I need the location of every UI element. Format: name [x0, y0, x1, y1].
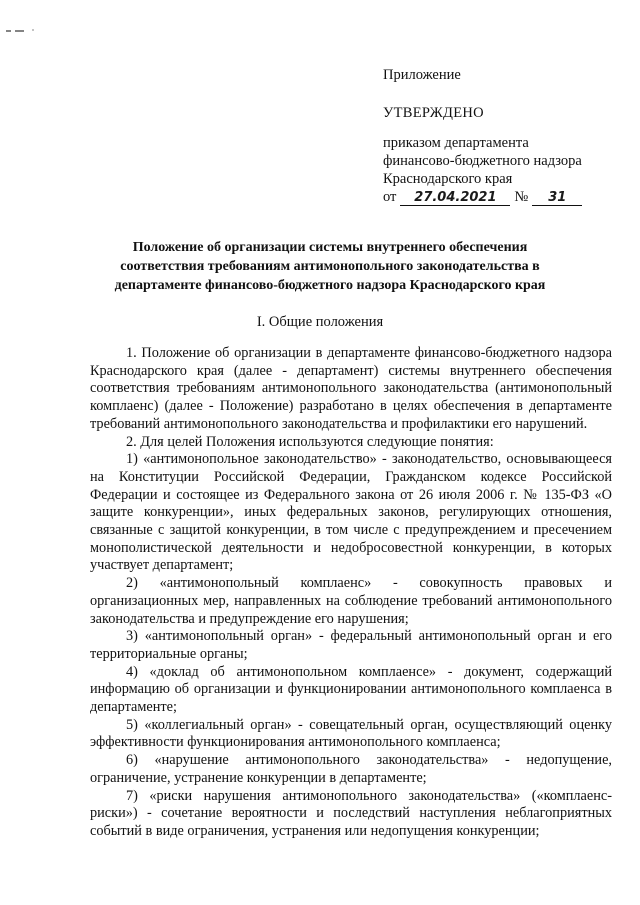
- order-date-line: [383, 188, 623, 206]
- handwritten-date: 27.04.2021: [400, 190, 510, 206]
- title-line: соответствия требованиям антимонопольного законодательства в: [120, 259, 540, 274]
- scan-marks: [6, 28, 36, 34]
- paragraph-1: 1. Положение об организации в департаменте финансово-бюджетного надзора Краснодарского края (далее - департамент) системы внутреннего обеспечения соответствия требованиям антимонопольного законодательства (антимонопольный комплаенс) (далее - Положение) разработано в целях обеспечения в департаменте требований антимонопольного законодательства и профилактики его нарушений.: [90, 345, 612, 432]
- appendix-label: Приложение: [383, 67, 461, 83]
- definition-6: 6) «нарушение антимонопольного законодательства» - недопущение, ограничение, устранение конкуренции в департаменте;: [90, 752, 612, 786]
- date-prefix: от: [383, 189, 397, 205]
- approval-block: [383, 66, 623, 206]
- document-body: [90, 345, 612, 841]
- number-label: №: [514, 189, 529, 205]
- order-line-2: финансово-бюджетного надзора: [383, 153, 582, 169]
- definition-2: 2) «антимонопольный комплаенс» - совокупность правовых и организационных мер, направленных на соблюдение требований антимонопольного законодательства и предупреждение его нарушения;: [90, 575, 612, 627]
- handwritten-number: 31: [532, 190, 582, 206]
- document-title: [95, 238, 565, 295]
- definition-4: 4) «доклад об антимонопольном комплаенсе» - документ, содержащий информацию об организации и функционировании антимонопольного комплаенса в департаменте;: [90, 663, 612, 716]
- section-heading: I. Общие положения: [256, 314, 384, 330]
- approved-stamp-text: УТВЕРЖДЕНО: [383, 105, 484, 121]
- order-line-1: приказом департамента: [383, 135, 529, 151]
- title-line: департаменте финансово-бюджетного надзора Краснодарского края: [114, 278, 546, 293]
- definition-3: 3) «антимонопольный орган» - федеральный антимонопольный орган и его территориальные органы;: [90, 628, 612, 662]
- order-line-3: Краснодарского края: [383, 171, 513, 187]
- paragraph-2: 2. Для целей Положения используются следующие понятия:: [126, 433, 494, 450]
- definition-5: 5) «коллегиальный орган» - совещательный орган, осуществляющий оценку эффективности функционирования антимонопольного комплаенса;: [90, 716, 612, 751]
- definition-7: 7) «риски нарушения антимонопольного законодательства» («комплаенс-риски») - сочетание вероятности и последствий наступления неблагоприятных событий в виде ограничения, устранения или недопущения конкуренции;: [90, 787, 612, 839]
- title-line: Положение об организации системы внутреннего обеспечения: [132, 240, 528, 255]
- definition-1: 1) «антимонопольное законодательство» - законодательство, основывающееся на Конституции Российской Федерации, Гражданском кодексе Российской Федерации и состоящее из Федерального закона от 26 июля 2006 г. № 135-ФЗ «О защите конкуренции», иных федеральных законов, регулирующих отношения, связанные с защитой конкуренции, в том числе с предупреждением и пресечением монополистической деятельности и недобросовестной конкуренции, в которых участвует департамент;: [90, 451, 612, 574]
